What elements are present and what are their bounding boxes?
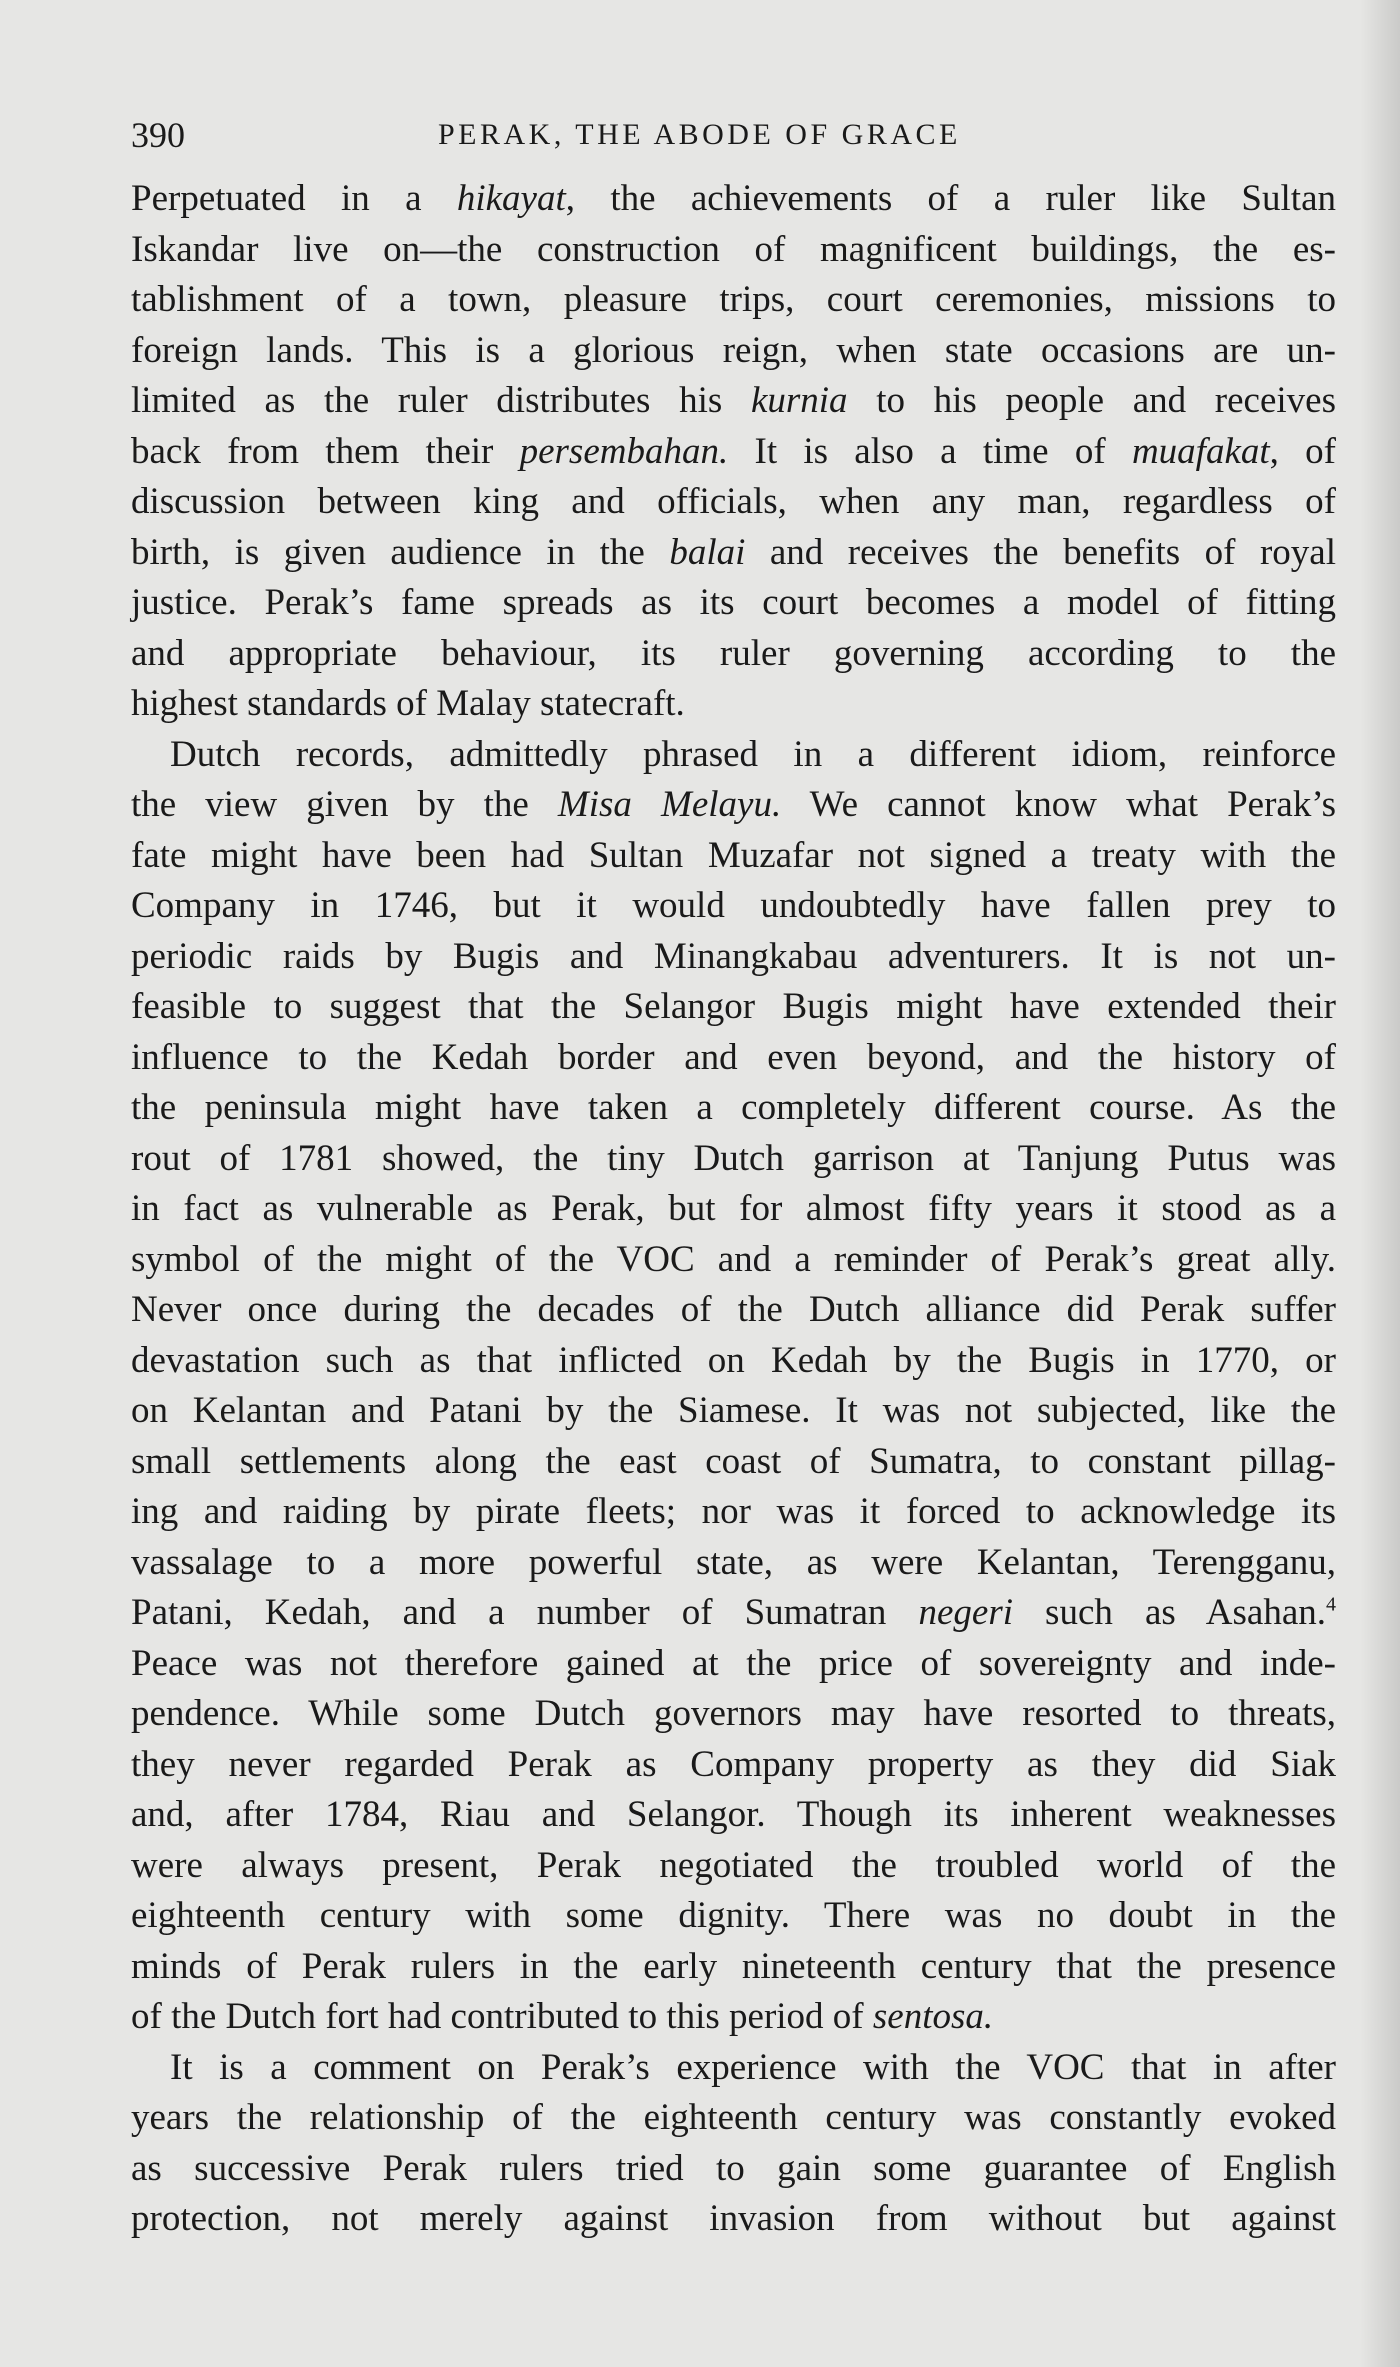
text-line — [131, 1285, 1336, 1336]
text-run: vassalage to a more powerful state, as were Kelantan, Terengganu, — [131, 1541, 1336, 1583]
text-run: birth, is given audience in the — [131, 531, 670, 573]
text-line — [131, 1639, 1336, 1690]
text-run: , of — [1269, 430, 1336, 472]
text-line — [131, 1740, 1336, 1791]
text-run: symbol of the might of the VOC and a reminder of Perak’s great ally. — [131, 1238, 1336, 1280]
text-run: protection, not merely against invasion from without but against — [131, 2198, 1336, 2239]
italic-term: Misa Melayu. — [557, 784, 782, 825]
text-line — [131, 1134, 1336, 1185]
footnote-marker: 4 — [1326, 1593, 1336, 1616]
text-line — [131, 1588, 1336, 1639]
text-run: justice. Perak’s fame spreads as its court becomes a model of fitting — [131, 582, 1336, 623]
text-line — [131, 1891, 1336, 1942]
text-run: Patani, Kedah, and a number of Sumatran — [131, 1592, 919, 1633]
text-run: Peace was not therefore gained at the price of sovereignty and inde- — [131, 1642, 1336, 1684]
text-run: Iskandar live on—the construction of magnificent buildings, the es- — [131, 228, 1336, 270]
text-line — [131, 1386, 1336, 1437]
page-edge-shadow — [1360, 0, 1400, 2367]
text-line — [131, 376, 1336, 427]
text-run: they never regarded Perak as Company property as they did Siak — [131, 1743, 1336, 1785]
text-line — [131, 881, 1336, 932]
text-run: as successive Perak rulers tried to gain some guarantee of English — [131, 2147, 1336, 2189]
italic-term: muafakat — [1131, 430, 1270, 472]
italic-term: negeri — [918, 1592, 1013, 1633]
text-run: to his people and receives — [847, 380, 1336, 421]
text-run: on Kelantan and Patani by the Siamese. It was not subjected, like the — [131, 1390, 1336, 1431]
text-line — [131, 1538, 1336, 1589]
text-run: the view given by the — [131, 784, 558, 825]
italic-term: kurnia — [750, 380, 848, 421]
text-run: the peninsula might have taken a completely different course. As the — [131, 1087, 1336, 1128]
text-run: highest standards of Malay statecraft. — [131, 683, 685, 724]
text-run: and appropriate behaviour, its ruler governing according to the — [131, 632, 1336, 674]
text-run: Company in 1746, but it would undoubtedly have fallen prey to — [131, 885, 1336, 926]
text-run: of the Dutch fort had contributed to this period of — [131, 1996, 873, 2037]
text-line — [131, 174, 1336, 225]
text-line — [131, 326, 1336, 377]
text-line — [131, 275, 1336, 326]
text-run: discussion between king and officials, when any man, regardless of — [131, 481, 1336, 522]
italic-term: sentosa. — [872, 1996, 994, 2037]
text-run: , the achievements of a ruler like Sultan — [565, 178, 1336, 219]
text-line — [131, 730, 1336, 781]
text-run: foreign lands. This is a glorious reign, when state occasions are un- — [131, 329, 1336, 371]
text-line — [131, 1033, 1336, 1084]
text-run: minds of Perak rulers in the early nineteenth century that the presence — [131, 1945, 1336, 1987]
text-run: Dutch records, admittedly phrased in a different idiom, reinforce — [170, 733, 1336, 775]
text-run: back from them their — [131, 430, 520, 472]
text-line — [131, 982, 1336, 1033]
text-line — [131, 2093, 1336, 2144]
text-line — [131, 1083, 1336, 1134]
text-run: tablishment of a town, pleasure trips, court ceremonies, missions to — [131, 279, 1336, 320]
text-line — [131, 629, 1336, 680]
text-run: limited as the ruler distributes his — [131, 380, 751, 421]
text-line — [131, 831, 1336, 882]
text-line — [131, 679, 1336, 730]
text-run: were always present, Perak negotiated the troubled world of the — [131, 1844, 1336, 1886]
text-run: influence to the Kedah border and even beyond, and the history of — [131, 1036, 1336, 1078]
text-run: such as Asahan. — [1013, 1592, 1326, 1633]
text-line — [131, 225, 1336, 276]
text-line — [131, 780, 1336, 831]
running-header — [131, 114, 1336, 164]
italic-term: balai — [669, 531, 746, 573]
text-run: eighteenth century with some dignity. There was no doubt in the — [131, 1895, 1336, 1936]
text-line — [131, 578, 1336, 629]
running-title: PERAK, THE ABODE OF GRACE — [438, 118, 961, 151]
text-run: ing and raiding by pirate fleets; nor was it forced to acknowledge its — [131, 1491, 1336, 1532]
text-line — [131, 2144, 1336, 2195]
text-run: periodic raids by Bugis and Minangkabau adventurers. It is not un- — [131, 935, 1336, 977]
text-line — [131, 1437, 1336, 1488]
text-run: Never once during the decades of the Dutch alliance did Perak suffer — [131, 1289, 1336, 1330]
text-run: feasible to suggest that the Selangor Bugis might have extended their — [131, 986, 1336, 1027]
text-run: It is a comment on Perak’s experience with the VOC that in after — [170, 2046, 1336, 2088]
text-run: years the relationship of the eighteenth century was constantly evoked — [131, 2097, 1336, 2138]
text-line — [131, 1235, 1336, 1286]
text-run: Perpetuated in a — [131, 178, 457, 219]
italic-term: hikayat — [456, 178, 566, 219]
text-line — [131, 1841, 1336, 1892]
text-run: pendence. While some Dutch governors may have resorted to threats, — [131, 1693, 1336, 1734]
text-run: We cannot know what Perak’s — [781, 784, 1336, 825]
text-line — [131, 1689, 1336, 1740]
text-run: rout of 1781 showed, the tiny Dutch garrison at Tanjung Putus was — [131, 1137, 1336, 1179]
text-line — [131, 2194, 1336, 2245]
text-line — [131, 1487, 1336, 1538]
text-run: in fact as vulnerable as Perak, but for almost fifty years it stood as a — [131, 1188, 1336, 1229]
text-run: devastation such as that inflicted on Kedah by the Bugis in 1770, or — [131, 1339, 1336, 1381]
text-line — [131, 477, 1336, 528]
italic-term: persembahan. — [519, 430, 729, 472]
text-line — [131, 2043, 1336, 2094]
text-line — [131, 528, 1336, 579]
page-number: 390 — [131, 115, 185, 155]
text-run: and, after 1784, Riau and Selangor. Though its inherent weaknesses — [131, 1794, 1336, 1835]
text-run: fate might have been had Sultan Muzafar not signed a treaty with the — [131, 834, 1336, 876]
text-line — [131, 1790, 1336, 1841]
text-line — [131, 427, 1336, 478]
text-line — [131, 1992, 1336, 2043]
text-line — [131, 1336, 1336, 1387]
text-line — [131, 1184, 1336, 1235]
text-line — [131, 1942, 1336, 1993]
text-run: It is also a time of — [728, 430, 1132, 472]
text-run: and receives the benefits of royal — [745, 531, 1336, 573]
body-text — [131, 174, 1336, 2245]
text-line — [131, 932, 1336, 983]
text-run: small settlements along the east coast of Sumatra, to constant pillag- — [131, 1440, 1336, 1482]
